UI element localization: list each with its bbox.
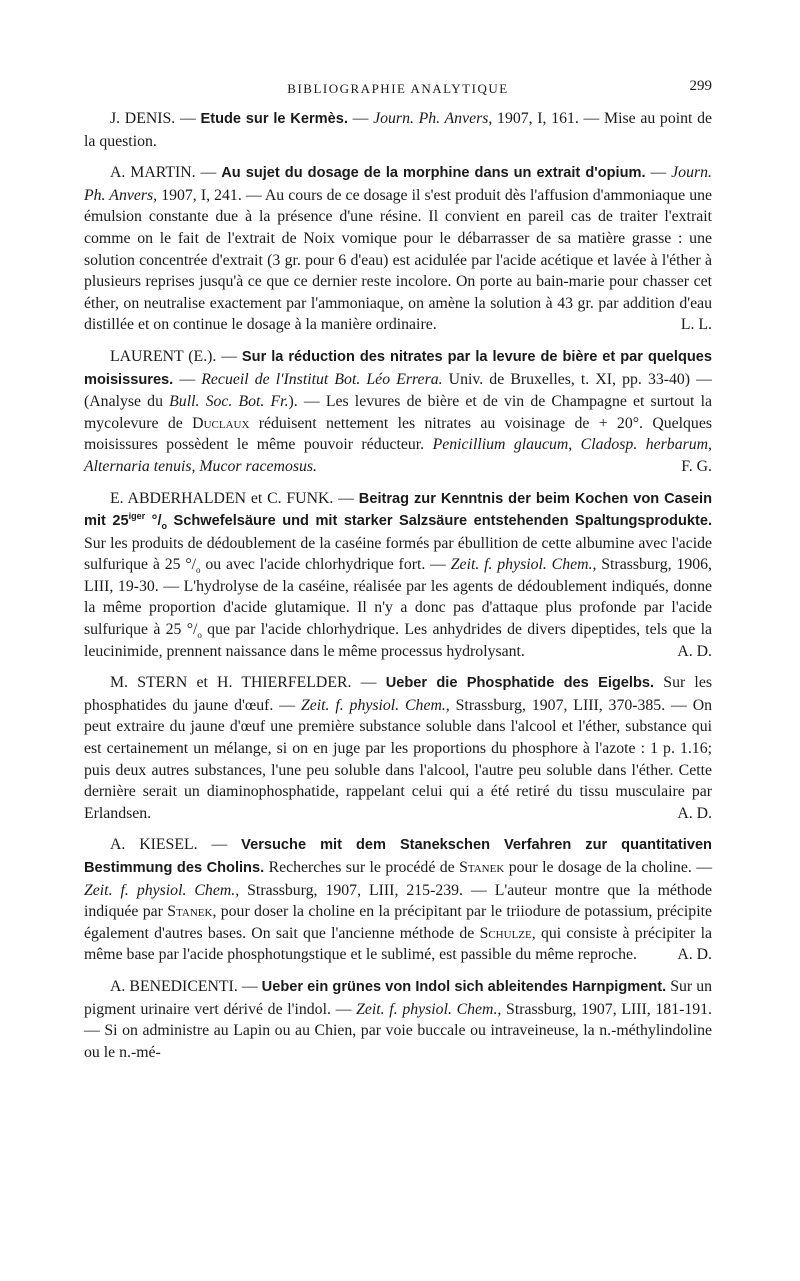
entry-signature: A. D. [677, 804, 712, 822]
entry-author: E. ABDERHALDEN et C. FUNK. [110, 489, 334, 507]
entry-journal-secondary: Bull. Soc. Bot. Fr. [169, 393, 289, 411]
author-name-smallcaps: Schulze [479, 924, 532, 942]
entry-text: A. MARTIN. — Au sujet du dosage de la morphine dans un extrait d'opium. — Journ. Ph. Anvers, 1907, I, 241. — Au cours de ce dosage il s'est produit dès l'affusion d'ammoniaque une émulsion constante due à la présence d'une résine. Il convient en pareil cas de traiter l'extrait comme on le fait de l'extrait de Noix vomique pour le débarrasser de sa matière grasse : une solution concentrée d'extrait (3 gr. pour 6 d'eau) est acidulée par l'acide acétique et lavée à l'éther à plusieurs reprises jusqu'à ce que ce dernier reste incolore. On porte au bain-marie pour chasser cet éther, on neutralise exactement par l'ammoniaque, on amène la solution à 43 gr. par addition d'eau distillée et on continue le dosage à la manière ordinaire. L. L. [84, 162, 712, 336]
entry-title: Beitrag zur Kenntnis der beim Kochen von Casein mit $25^{iger}$ $^\circ/_o$ Schwefelsäure und mit starker Salzsäure entstehenden Spaltungsprodukte. [84, 490, 713, 531]
entry-author: A. MARTIN. [110, 164, 196, 182]
entry-journal: Zeit. f. physiol. Chem., [356, 1000, 502, 1018]
entry-text: A. KIESEL. — Versuche mit dem Stanekschen Verfahren zur quantitativen Bestimmung des Cholins. Recherches sur le procédé de Stanek pour le dosage de la choline. — Zeit. f. physiol. Chem., Strassburg, 1907, LIII, 215-239. — L'auteur montre que la méthode indiquée par Stanek, pour doser la choline en la précipitant par le triiodure de potassium, précipite également d'autres bases. On sait que l'ancienne méthode de Schulze, qui consiste à précipiter la même base par l'acide phosphotungstique et le sublimé, est passible du même reproche. A. D. [84, 834, 712, 966]
entry-title: Au sujet du dosage de la morphine dans un extrait d'opium. [221, 165, 646, 182]
entry-title: Versuche mit dem Stanekschen Verfahren zur quantitativen Bestimmung des Cholins. [84, 837, 712, 876]
entry-journal: Zeit. f. physiol. Chem., [84, 881, 240, 899]
entry-body: 1907, I, 161. — Mise au point de la question. [84, 110, 713, 150]
bibliography-entry [84, 108, 712, 152]
entry-journal: Journ. Ph. Anvers, [84, 164, 712, 204]
entry-text: M. STERN et H. THIERFELDER. — Ueber die Phosphatide des Eigelbs. Sur les phosphatides du jaune d'œuf. — Zeit. f. physiol. Chem., Strassburg, 1907, LIII, 370-385. — On peut extraire du jaune d'œuf une première substance soluble dans l'alcool et l'éther, substance qui est certainement un mélange, si on en juge par les proportions du phosphore à l'azote : 1 p. 1.16; puis deux autres substances, l'une peu soluble dans l'alcool, l'autre peu soluble dans l'éther. Cette dernière serait un diaminophosphatide, rappelant celui qui a été retiré du tissu musculaire par Erlandsen. A. D. [84, 672, 712, 824]
entry-body: 1907, I, 241. — Au cours de ce dosage il s'est produit dès l'affusion d'ammoniaque une émulsion constante due à la présence d'une résine. Il convient en pareil cas de traiter l'extrait comme on le fait de l'extrait de Noix vomique pour le débarrasser de sa matière grasse : une solution concentrée d'extrait (3 gr. pour 6 d'eau) est acidulée par l'acide acétique et lavée à l'éther à plusieurs reprises jusqu'à ce que ce dernier reste incolore. On porte au bain-marie pour chasser cet éther, on neutralise exactement par l'ammoniaque, on amène la solution à 43 gr. par addition d'eau distillée et on continue le dosage à la manière ordinaire. [84, 186, 712, 334]
author-name-smallcaps: Duclaux [192, 414, 250, 432]
entry-text: E. ABDERHALDEN et C. FUNK. — Beitrag zur Kenntnis der beim Kochen von Casein mit $25^{iger}$ $^\circ/_o$ Schwefelsäure und mit starker Salzsäure entstehenden Spaltungsprodukte. Sur les produits de dédoublement de la caséine formés par ébullition de cette albumine avec l'acide sulfurique à 25 $^\circ/_o$ ou avec l'acide chlorhydrique fort. — Zeit. f. physiol. Chem., Strassburg, 1906, LIII, 19-30. — L'hydrolyse de la caséine, réalisée par les agents de dédoublement indiqués, donne la même proportion d'acide glutamique. Il n'y a donc pas d'attaque plus profonde par l'acide sulfurique à 25 $^\circ/_o$ que par l'acide chlorhydrique. Les anhydrides de divers dipeptides, tels que la leucinimide, prennent naissance dans le même processus hydrolysant. A. D. [84, 488, 712, 663]
bibliography-entry [84, 834, 712, 966]
entry-author: M. STERN et H. THIERFELDER. [110, 674, 352, 692]
bibliography-entry [84, 162, 712, 336]
running-head [84, 76, 712, 100]
species-list: Penicillium glaucum, Cladosp. herbarum, Alternaria tenuis, Mucor racemosus. [84, 436, 712, 475]
entry-signature: L. L. [680, 316, 712, 334]
bibliography-entry [84, 346, 712, 478]
entry-title: Ueber die Phosphatide des Eigelbs. [385, 675, 655, 692]
entry-text: LAURENT (E.). — Sur la réduction des nitrates par la levure de bière et par quelques moisissures. — Recueil de l'Institut Bot. Léo Errera. Univ. de Bruxelles, t. XI, pp. 33-40) — (Analyse du Bull. Soc. Bot. Fr.). — Les levures de bière et de vin de Champagne et surtout la mycolevure de Duclaux réduisent nettement les nitrates au voisinage de + 20°. Quelques moisissures possèdent le même pouvoir réducteur. Penicillium glaucum, Cladosp. herbarum, Alternaria tenuis, Mucor racemosus. F. G. [84, 346, 712, 478]
entry-title: Etude sur le Kermès. [200, 111, 348, 127]
entry-text: A. BENEDICENTI. — Ueber ein grünes von Indol sich ableitendes Harnpigment. Sur un pigment urinaire vert dérivé de l'indol. — Zeit. f. physiol. Chem., Strassburg, 1907, LIII, 181-191. — Si on administre au Lapin ou au Chien, par voie buccale ou intraveineuse, la n.-méthylindoline ou le n.-mé- [84, 977, 713, 1061]
entry-journal: Zeit. f. physiol. Chem., [300, 696, 450, 714]
author-name-smallcaps: Stanek [459, 859, 505, 876]
entry-author: A. KIESEL. [110, 836, 198, 854]
journal-page [84, 76, 712, 1073]
bibliography-entry [84, 488, 712, 663]
entry-journal: Zeit. f. physiol. Chem., [450, 556, 597, 574]
bibliography-entry [84, 672, 712, 824]
running-head-title: BIBLIOGRAPHIE ANALYTIQUE [287, 81, 509, 96]
entry-signature: F. G. [681, 457, 712, 475]
page-number: 299 [689, 78, 712, 94]
entry-title: Sur la réduction des nitrates par la levure de bière et par quelques moisissures. [84, 348, 712, 388]
entry-author: LAURENT (E.). [110, 347, 217, 365]
entry-signature: A. D. [677, 946, 712, 964]
entry-text: J. DENIS. — Etude sur le Kermès. — Journ. Ph. Anvers, 1907, I, 161. — Mise au point de la question. [84, 110, 713, 150]
entry-journal: Journ. Ph. Anvers, [373, 110, 493, 127]
entry-journal: Recueil de l'Institut Bot. Léo Errera. [201, 370, 443, 388]
entry-signature: A. D. [677, 642, 712, 660]
author-name-smallcaps: Stanek [167, 903, 213, 921]
entry-author: A. BENEDICENTI. [110, 977, 238, 995]
bibliography-entry [84, 976, 712, 1063]
entry-author: J. DENIS. [110, 110, 176, 127]
entry-title: Ueber ein grünes von Indol sich ableitendes Harnpigment. [261, 978, 667, 995]
